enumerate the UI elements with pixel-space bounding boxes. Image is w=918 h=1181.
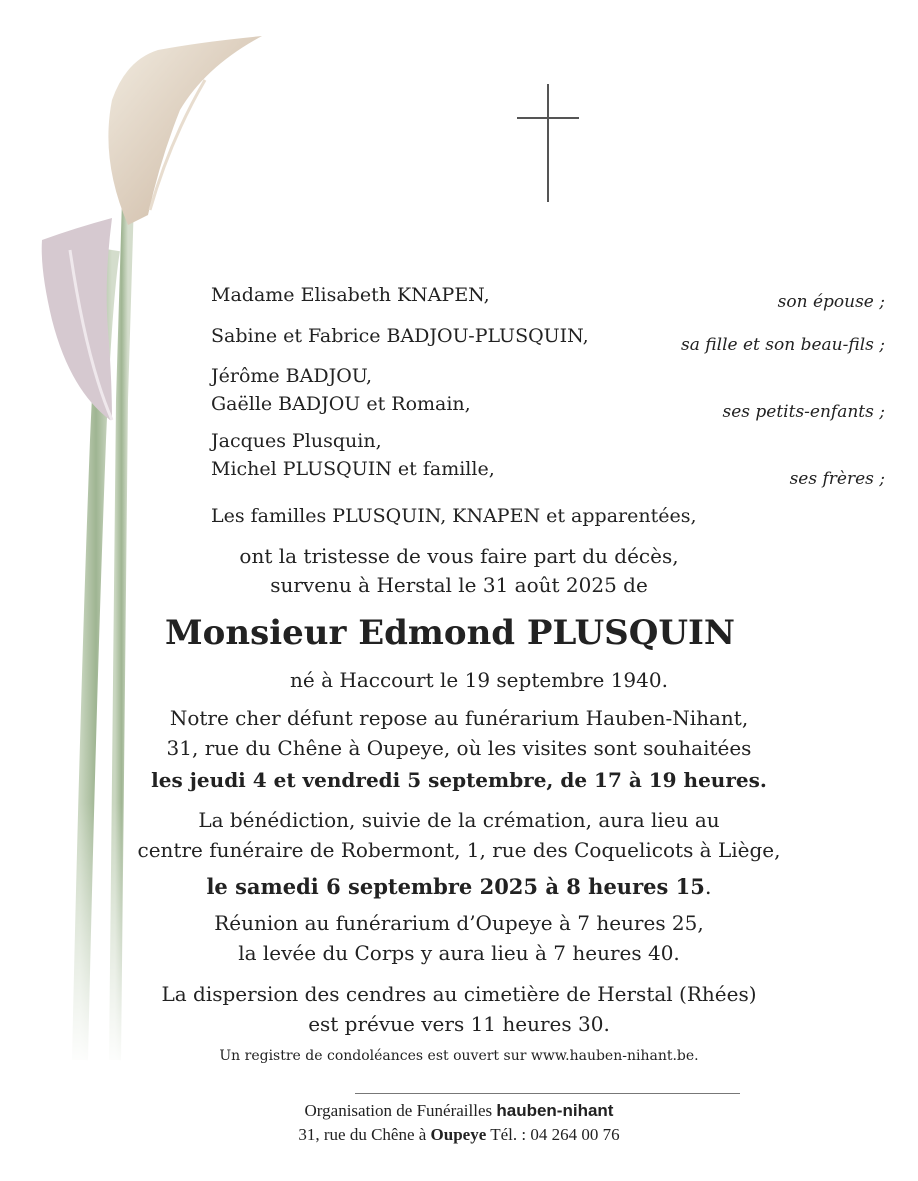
family-member: Michel PLUSQUIN et famille, xyxy=(211,458,495,480)
birth-info: né à Haccourt le 19 septembre 1940. xyxy=(290,668,668,692)
ashes-info: La dispersion des cendres au cimetière de Herstal (Rhées) xyxy=(161,982,757,1006)
footer-divider xyxy=(355,1093,740,1094)
condolence-register: Un registre de condoléances est ouvert sur www.hauben-nihant.be. xyxy=(219,1048,699,1064)
ceremony-date xyxy=(0,874,918,899)
calla-lily-illustration xyxy=(0,0,280,1070)
relation-label: sa fille et son beau-fils ; xyxy=(681,335,885,355)
organizer-prefix: Organisation de Funérailles xyxy=(304,1101,493,1120)
organizer-address xyxy=(0,1125,918,1145)
address-prefix: 31, rue du Chêne à xyxy=(298,1125,427,1144)
family-member: Gaëlle BADJOU et Romain, xyxy=(211,393,471,415)
visit-info: Notre cher défunt repose au funérarium Hauben-Nihant, xyxy=(169,706,749,730)
gathering-info: Réunion au funérarium d’Oupeye à 7 heures 25, xyxy=(214,911,704,935)
cross-icon xyxy=(517,84,579,202)
address-town: Oupeye xyxy=(430,1125,487,1144)
family-member: Madame Elisabeth KNAPEN, xyxy=(211,284,490,306)
ceremony-info: centre funéraire de Robermont, 1, rue des Coquelicots à Liège, xyxy=(137,838,781,862)
visit-dates: les jeudi 4 et vendredi 5 septembre, de 17 à 19 heures. xyxy=(151,768,767,792)
family-member: Sabine et Fabrice BADJOU-PLUSQUIN, xyxy=(211,325,589,347)
ceremony-info: La bénédiction, suivie de la crémation, aura lieu au xyxy=(198,808,720,832)
organizer-brand: hauben-nihant xyxy=(496,1101,614,1120)
announcement-line: ont la tristesse de vous faire part du décès, xyxy=(239,544,679,568)
visit-info: 31, rue du Chêne à Oupeye, où les visites sont souhaitées xyxy=(166,736,752,760)
ashes-info: est prévue vers 11 heures 30. xyxy=(308,1012,610,1036)
family-member: Jacques Plusquin, xyxy=(211,430,382,452)
relation-label: ses frères ; xyxy=(789,469,885,489)
family-member: Les familles PLUSQUIN, KNAPEN et apparentées, xyxy=(211,505,697,527)
deceased-name: Monsieur Edmond PLUSQUIN xyxy=(165,613,735,653)
ceremony-date-text: le samedi 6 septembre 2025 à 8 heures 15 xyxy=(206,874,705,899)
family-member: Jérôme BADJOU, xyxy=(211,365,373,387)
ceremony-date-end: . xyxy=(704,875,712,899)
relation-label: son épouse ; xyxy=(777,292,885,312)
organizer-line xyxy=(0,1101,918,1121)
phone-number: Tél. : 04 264 00 76 xyxy=(490,1125,620,1144)
gathering-info: la levée du Corps y aura lieu à 7 heures 40. xyxy=(238,941,680,965)
announcement-line: survenu à Herstal le 31 août 2025 de xyxy=(270,573,648,597)
relation-label: ses petits-enfants ; xyxy=(722,402,885,422)
